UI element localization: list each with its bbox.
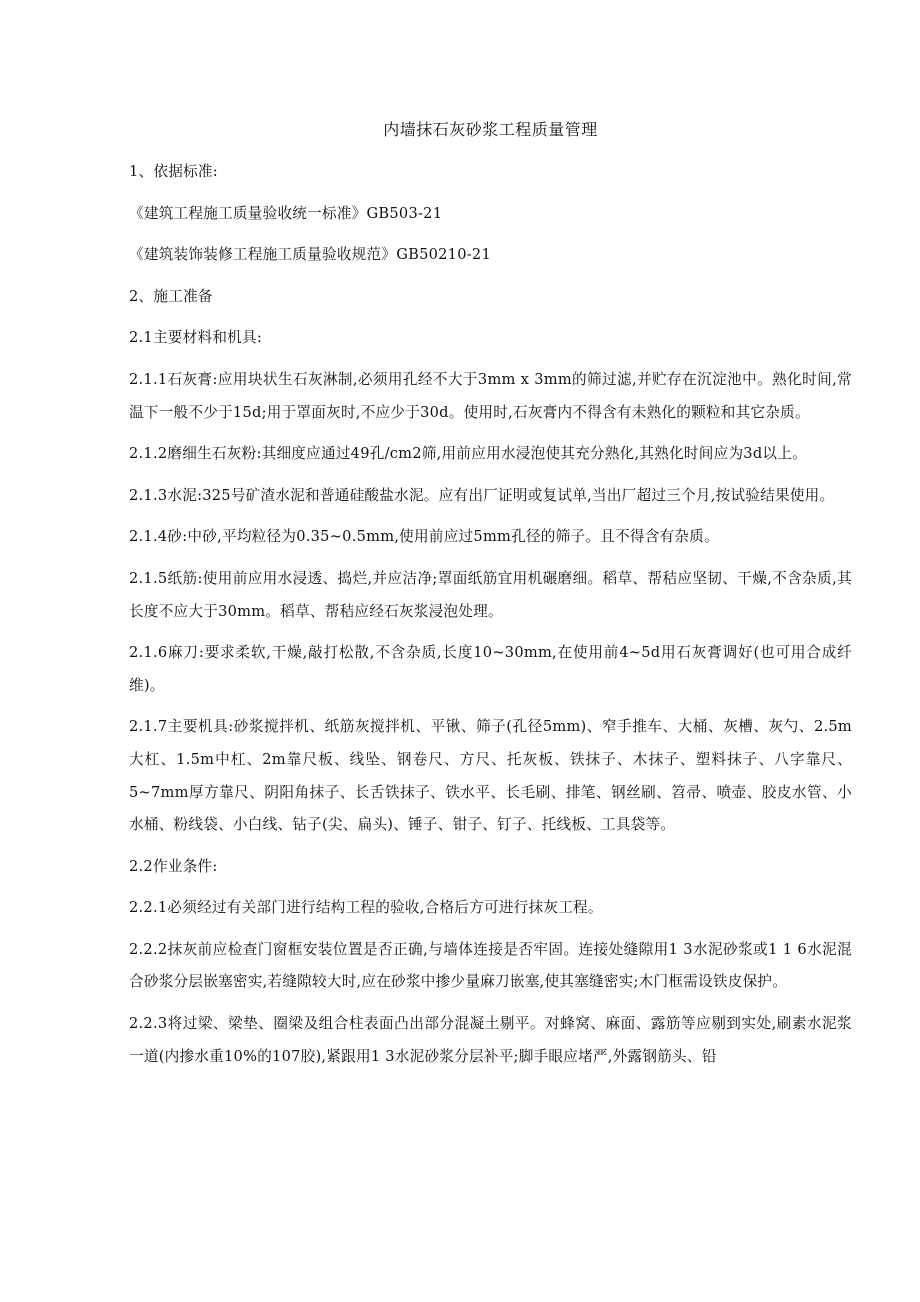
paragraph-2-1-3: 2.1.3水泥:325号矿渣水泥和普通硅酸盐水泥。应有出厂证明或复试单,当出厂超过三个月,按试验结果使用。 bbox=[129, 486, 835, 504]
paragraph-materials-heading: 2.1主要材料和机具: bbox=[129, 329, 263, 347]
paragraph-2-1-4: 2.1.4砂:中砂,平均粒径为0.35~0.5mm,使用前应过5mm孔径的筛子。且不得含有杂质。 bbox=[129, 528, 719, 546]
paragraph-work-conditions-heading: 2.2作业条件: bbox=[129, 857, 218, 875]
paragraph-2-2-3: 2.2.3将过梁、梁垫、圈梁及组合柱表面凸出部分混凝土剔平。对蜂窝、麻面、露筋等应剔到实处,刷素水泥浆一道(内掺水重10%的107胶),紧跟用1 3水泥砂浆分层补平;脚手眼应堵严,外露钢筋头、铅 bbox=[129, 1015, 852, 1065]
paragraph-2-1-5: 2.1.5纸筋:使用前应用水浸透、捣烂,并应洁净;罩面纸筋宜用机碾磨细。稻草、帮秸应坚韧、干燥,不含杂质,其长度不应大于30mm。稻草、帮秸应经石灰浆浸泡处理。 bbox=[129, 569, 852, 620]
paragraph-standard-2: 《建筑装饰装修工程施工质量验收规范》GB50210-21 bbox=[129, 246, 491, 264]
paragraph-basis-heading: 1、依据标准: bbox=[129, 163, 218, 180]
paragraph-2-1-7: 2.1.7主要机具:砂浆搅拌机、纸筋灰搅拌机、平锹、筛子(孔径5mm)、窄手推车、大桶、灰槽、灰勺、2.5m大杠、1.5m中杠、2m靠尺板、线坠、钢卷尺、方尺、托灰板、铁抹子、木抹子、塑料抹子、八字靠尺、5~7mm厚方靠尺、阴阳角抹子、长舌铁抹子、铁水平、长毛刷、排笔、钢丝刷、笤帚、喷壶、胶皮水管、小水桶、粉线袋、小白线、钻子(尖、扁头)、锤子、钳子、钉子、托线板、工具袋等。 bbox=[129, 718, 852, 834]
paragraph-2-1-6: 2.1.6麻刀:要求柔软,干燥,敲打松散,不含杂质,长度10~30mm,在使用前4~5d用石灰膏调好(也可用合成纤维)。 bbox=[129, 644, 852, 694]
paragraph-2-2-1: 2.2.1必须经过有关部门进行结构工程的验收,合格后方可进行抹灰工程。 bbox=[129, 899, 603, 917]
paragraph-2-1-1: 2.1.1石灰膏:应用块状生石灰淋制,必须用孔经不大于3mm x 3mm的筛过滤,并贮存在沉淀池中。熟化时间,常温下一般不少于15d;用于罩面灰时,不应少于30d。使用时,石灰膏内不得含有未熟化的颗粒和其它杂质。 bbox=[129, 370, 852, 421]
paragraph-2-1-2: 2.1.2磨细生石灰粉:其细度应通过49孔/cm2筛,用前应用水浸泡使其充分熟化,其熟化时间应为3d以上。 bbox=[129, 445, 807, 463]
paragraph-2-2-2: 2.2.2抹灰前应检查门窗框安装位置是否正确,与墙体连接是否牢固。连接处缝隙用1 3水泥砂浆或1 1 6水泥混合砂浆分层嵌塞密实,若缝隙较大时,应在砂浆中掺少量麻刀嵌塞,使其塞缝密实;木门框需设铁皮保护。 bbox=[129, 940, 852, 991]
paragraph-standard-1: 《建筑工程施工质量验收统一标准》GB503-21 bbox=[129, 204, 443, 222]
document-title: 内墙抹石灰砂浆工程质量管理 bbox=[383, 120, 598, 139]
paragraph-preparation-heading: 2、施工准备 bbox=[129, 287, 213, 305]
